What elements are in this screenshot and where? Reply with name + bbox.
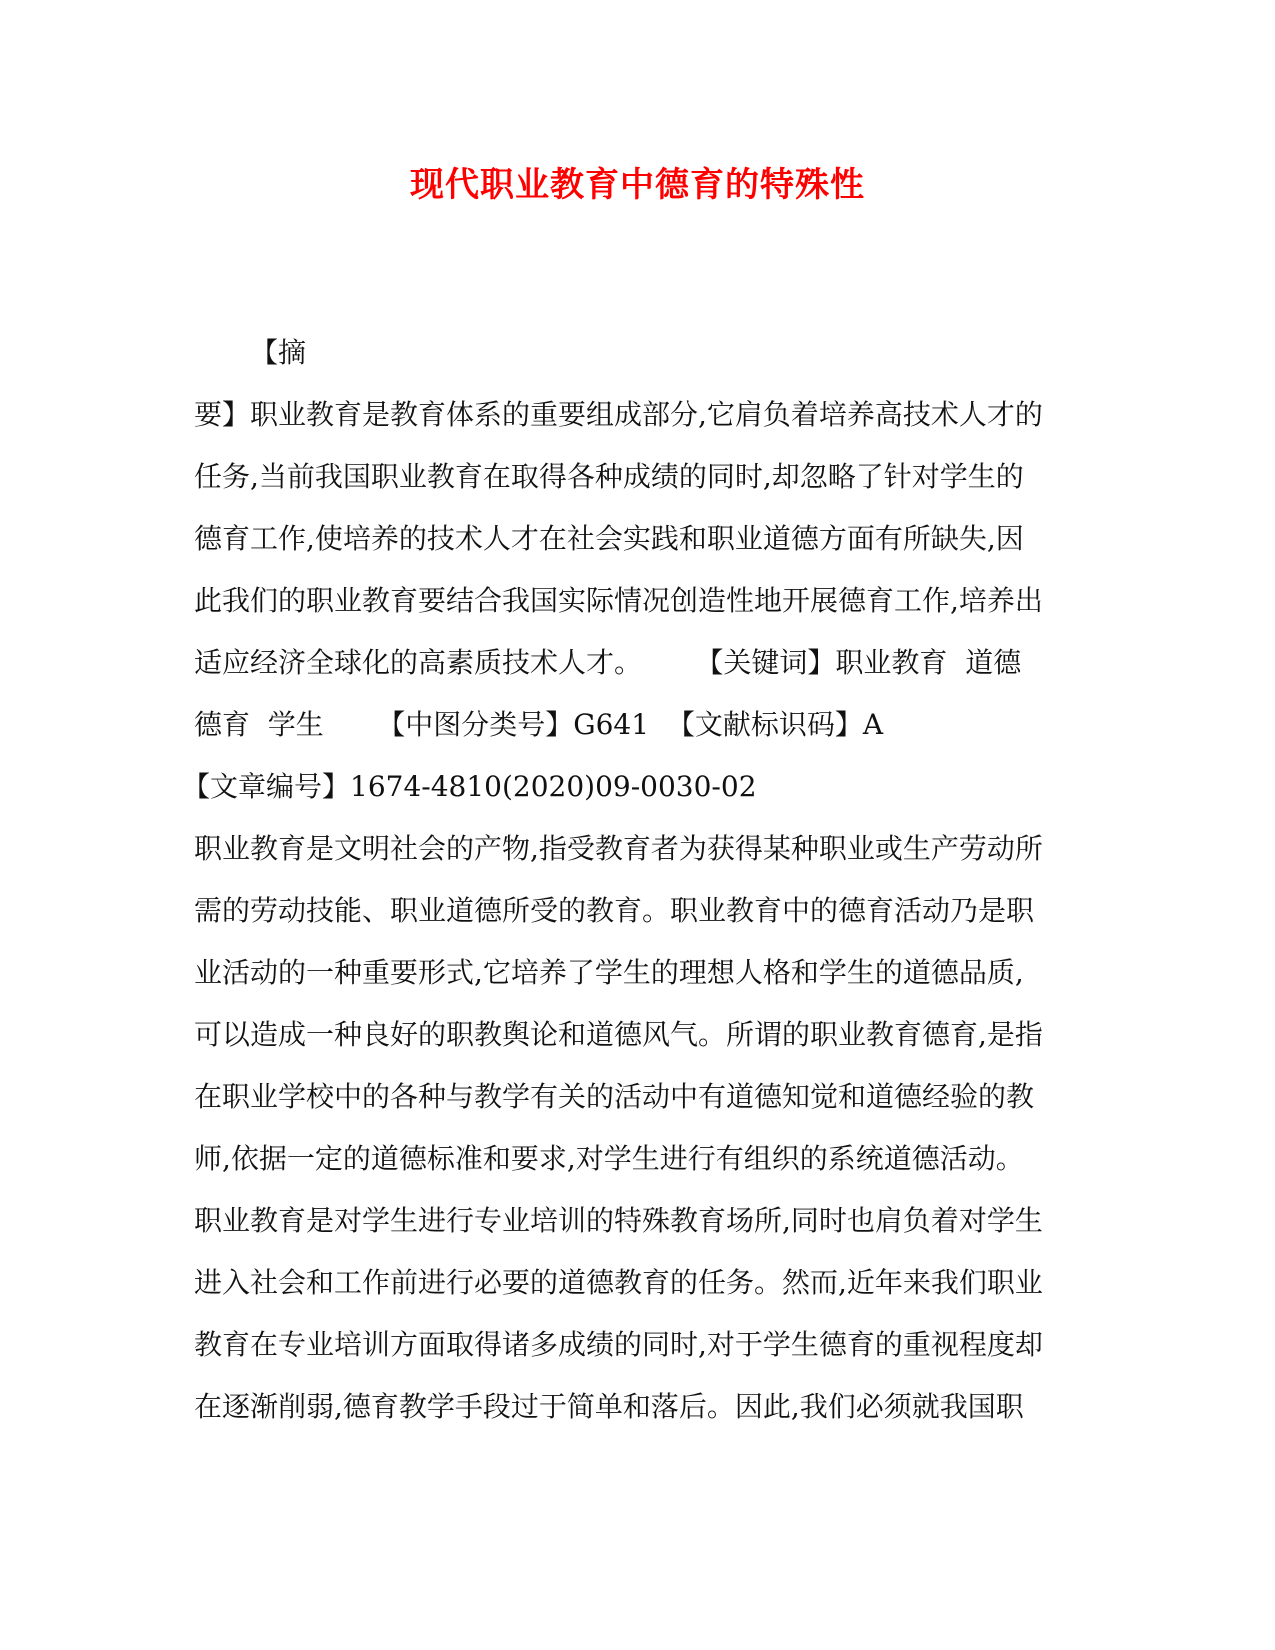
abstract-line-4: 德育工作,使培养的技术人才在社会实践和职业道德方面有所缺失,因 (194, 522, 1024, 555)
body-line-4: 可以造成一种良好的职教舆论和道德风气。所谓的职业教育德育,是指 (194, 1018, 1043, 1051)
article-number-line: 【文章编号】1674-4810(2020)09-0030-02 (182, 770, 757, 803)
abstract-line-3: 任务,当前我国职业教育在取得各种成绩的同时,却忽略了针对学生的 (194, 460, 1024, 493)
abstract-line-2: 要】职业教育是教育体系的重要组成部分,它肩负着培养高技术人才的 (194, 398, 1043, 431)
abstract-line-5: 此我们的职业教育要结合我国实际情况创造性地开展德育工作,培养出 (194, 584, 1043, 617)
body-line-3: 业活动的一种重要形式,它培养了学生的理想人格和学生的道德品质, (194, 956, 1024, 989)
body-line-6: 师,依据一定的道德标准和要求,对学生进行有组织的系统道德活动。 (194, 1142, 1024, 1175)
document-title: 现代职业教育中德育的特殊性 (410, 165, 865, 205)
body-line-10: 在逐渐削弱,德育教学手段过于简单和落后。因此,我们必须就我国职 (194, 1390, 1024, 1423)
body-line-2: 需的劳动技能、职业道德所受的教育。职业教育中的德育活动乃是职 (194, 894, 1035, 927)
body-line-5: 在职业学校中的各种与教学有关的活动中有道德知觉和道德经验的教 (194, 1080, 1035, 1113)
classification-line: 德育 学生 【中图分类号】G641 【文献标识码】A (194, 708, 884, 741)
body-line-8: 进入社会和工作前进行必要的道德教育的任务。然而,近年来我们职业 (194, 1266, 1043, 1299)
abstract-line-1: 【摘 (250, 336, 307, 369)
body-line-1: 职业教育是文明社会的产物,指受教育者为获得某种职业或生产劳动所 (194, 832, 1043, 865)
abstract-line-6-keywords: 适应经济全球化的高素质技术人才。 【关键词】职业教育 道德 (194, 646, 1022, 679)
body-line-7: 职业教育是对学生进行专业培训的特殊教育场所,同时也肩负着对学生 (194, 1204, 1043, 1237)
body-line-9: 教育在专业培训方面取得诸多成绩的同时,对于学生德育的重视程度却 (194, 1328, 1043, 1361)
